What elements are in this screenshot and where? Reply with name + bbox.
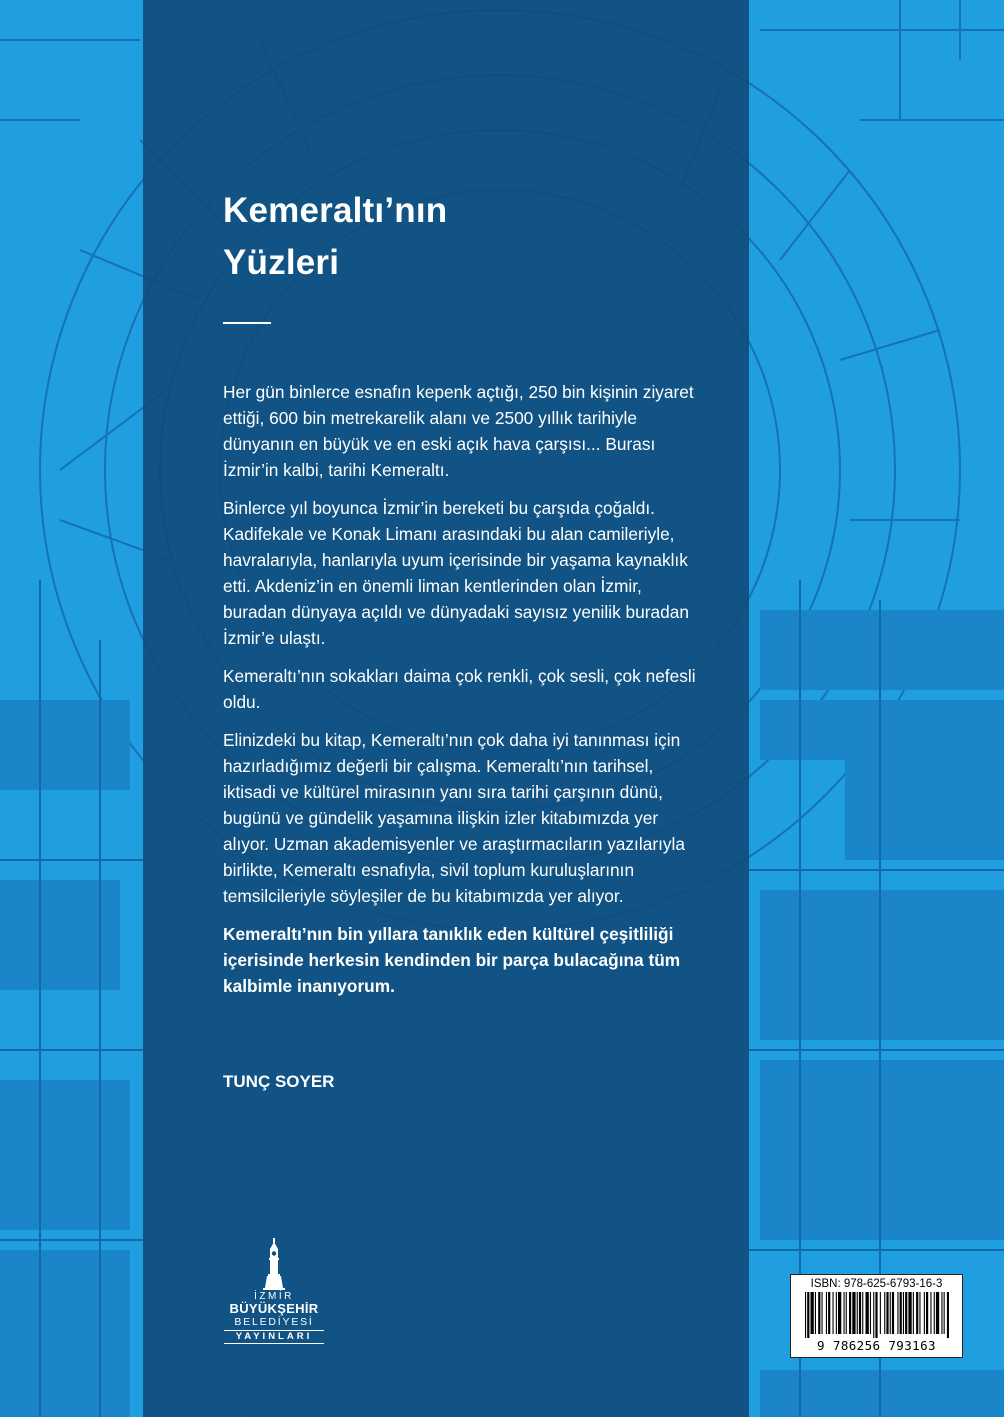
- barcode-bar: [844, 1292, 845, 1334]
- barcode-bar: [828, 1292, 830, 1334]
- blurb-paragraph-3: Kemeraltı’nın sokakları daima çok renkli, çok sesli, çok nefesli oldu.: [223, 666, 696, 712]
- barcode-bar: [886, 1292, 888, 1334]
- barcode-bar: [926, 1292, 928, 1334]
- barcode-bar: [836, 1292, 837, 1334]
- isbn-barcode: [790, 1274, 963, 1358]
- barcode-bar: [815, 1292, 816, 1334]
- barcode-bar: [924, 1292, 925, 1334]
- barcode-bar: [870, 1292, 871, 1334]
- barcode-bar: [905, 1292, 907, 1334]
- barcode-bar: [859, 1292, 861, 1334]
- barcode-bar: [936, 1292, 939, 1334]
- barcode-bar: [818, 1292, 820, 1334]
- barcode-bar: [866, 1292, 869, 1334]
- blurb-paragraph-4: Elinizdeki bu kitap, Kemeraltı’nın çok daha iyi tanınması için hazırladığımız değerli bir çalışma. Kemeraltı’nın tarihsel, iktisadi ve kültürel mirasının yanı sıra tarihi çarşının dünü, bugünü ve gündelik yaşamına ilişkin izler kitabımızda yer alıyor. Uzman akademisyenler ve araştırmacıların yazılarıyla birlikte, Kemeraltı esnafıyla, sivil toplum kuruluşlarının temsilcileriyle söyleşiler de bu kitabımızda yer alıyor.: [223, 730, 685, 906]
- barcode-bar: [908, 1292, 911, 1334]
- barcode-bar: [930, 1292, 931, 1334]
- blurb-paragraph-1: Her gün binlerce esnafın kepenk açtığı, 250 bin kişinin ziyaret ettiği, 600 bin metrekarelik alanı ve 2500 yıllık tarihiyle dünyanın en büyük ve en eski açık hava çarşısı... Burası İzmir’in kalbi, tarihi Kemeraltı.: [223, 382, 694, 480]
- barcode-bar: [913, 1292, 914, 1334]
- barcode-bar: [947, 1292, 949, 1338]
- book-title: [223, 185, 703, 289]
- blurb-paragraph-5: Kemeraltı’nın bin yıllara tanıklık eden kültürel çeşitliliği içerisinde herkesin kendinden bir parça bulacağına tüm kalbimle inanıyorum.: [223, 924, 681, 996]
- barcode-bar: [849, 1292, 851, 1334]
- barcode-bar: [919, 1292, 920, 1334]
- barcode-bar: [833, 1292, 834, 1334]
- barcode-bar: [857, 1292, 858, 1334]
- publisher-line-4: YAYINLARI: [224, 1330, 324, 1344]
- blurb-text: [223, 379, 703, 1011]
- barcode-bar: [875, 1292, 877, 1338]
- barcode-bar: [811, 1292, 814, 1334]
- blurb-paragraph-2: Binlerce yıl boyunca İzmir’in bereketi bu çarşıda çoğaldı. Kadifekale ve Konak Limanı arasındaki bu alan camileriyle, havralarıyla, hanlarıyla uyum içerisinde bir yaşama kaynaklık etti. Akdeniz’in en önemli liman kentlerinden olan İzmir, buradan dünyaya açıldı ve dünyadaki sayısız yenilik buradan İzmir’e ulaştı.: [223, 498, 689, 648]
- barcode-bar: [884, 1292, 885, 1334]
- clock-tower-icon: [259, 1238, 289, 1290]
- publisher-logo: [212, 1238, 336, 1360]
- barcode-bar: [934, 1292, 935, 1334]
- barcode-bar: [822, 1292, 823, 1334]
- publisher-line-1: İZMİR: [254, 1291, 294, 1302]
- barcode-bar: [916, 1292, 918, 1334]
- barcode-bar: [880, 1292, 881, 1334]
- barcode-bar: [873, 1292, 874, 1338]
- barcode-bars: [805, 1292, 949, 1338]
- barcode-bar: [846, 1292, 847, 1334]
- barcode-bar: [890, 1292, 891, 1334]
- publisher-line-2: BÜYÜKŞEHİR: [229, 1301, 319, 1316]
- barcode-bar: [941, 1292, 942, 1334]
- barcode-bar: [900, 1292, 902, 1334]
- barcode-bar: [862, 1292, 863, 1334]
- book-title-line-1: Kemeraltı’nın: [223, 191, 448, 230]
- author-signature: TUNÇ SOYER: [223, 1072, 335, 1091]
- isbn-label: ISBN: 978-625-6793-16-3: [810, 1278, 943, 1290]
- barcode-bar: [852, 1292, 855, 1334]
- barcode-digits: 9 786256 793163: [817, 1338, 936, 1353]
- barcode-bar: [826, 1292, 827, 1334]
- barcode-bar: [805, 1292, 806, 1338]
- title-divider: [223, 322, 271, 324]
- barcode-bar: [897, 1292, 898, 1334]
- barcode-bar: [838, 1292, 841, 1334]
- barcode-bar: [892, 1292, 894, 1334]
- barcode-bar: [807, 1292, 809, 1338]
- publisher-line-3: BELEDİYESİ: [234, 1316, 314, 1328]
- barcode-bar: [903, 1292, 904, 1334]
- book-title-line-2: Yüzleri: [223, 243, 340, 282]
- barcode-bar: [944, 1292, 945, 1334]
